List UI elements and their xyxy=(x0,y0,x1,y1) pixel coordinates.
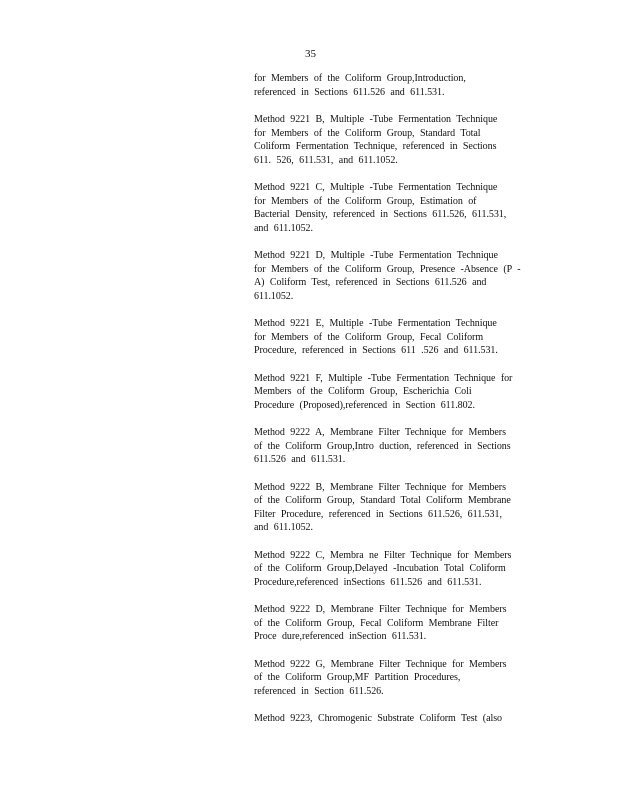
entry-line: of the Coliform Group, Standard Total Coliform Membrane xyxy=(254,495,511,506)
entry-line: A) Coliform Test, referenced in Sections 611.526 and xyxy=(254,277,487,288)
entry-line: Method 9222 G, Membrane Filter Technique for Members xyxy=(254,658,507,670)
entry-line: referenced in Sections 611.526 and 611.531. xyxy=(254,86,445,98)
page-number: 35 xyxy=(305,48,316,60)
entry-line: for Members of the Coliform Group, Presence -Absence (P - xyxy=(254,263,521,275)
entry-line: Coliform Fermentation Technique, referenced in Sections xyxy=(254,141,497,152)
entry-line: Procedure, referenced in Sections 611 .526 and 611.531. xyxy=(254,345,498,356)
reference-entry xyxy=(254,113,544,167)
entry-line: Method 9222 A, Membrane Filter Technique for Members xyxy=(254,427,506,438)
reference-entry xyxy=(254,658,544,699)
reference-entry xyxy=(254,249,544,303)
entry-line: Procedure,referenced inSections 611.526 and 611.531. xyxy=(254,576,482,588)
entry-line: for Members of the Coliform Group,Introduction, xyxy=(254,73,466,84)
entry-line: Method 9222 C, Membra ne Filter Technique for Members xyxy=(254,549,512,561)
entry-line: Method 9221 D, Multiple -Tube Fermentation Technique xyxy=(254,250,498,261)
entry-line: of the Coliform Group,Intro duction, referenced in Sections xyxy=(254,440,511,452)
reference-entry xyxy=(254,317,544,358)
reference-entry xyxy=(254,372,544,413)
reference-entry xyxy=(254,549,544,590)
reference-list xyxy=(254,72,544,740)
entry-line: of the Coliform Group,Delayed -Incubation Total Coliform xyxy=(254,563,506,574)
entry-line: for Members of the Coliform Group, Standard Total xyxy=(254,127,481,139)
entry-line: for Members of the Coliform Group, Estimation of xyxy=(254,195,477,207)
entry-line: referenced in Section 611.526. xyxy=(254,685,384,697)
entry-line: and 611.1052. xyxy=(254,522,313,533)
entry-line: Method 9222 D, Membrane Filter Technique for Members xyxy=(254,604,507,615)
reference-entry xyxy=(254,426,544,467)
entry-line: Method 9221 B, Multiple -Tube Fermentation Technique xyxy=(254,114,498,125)
entry-line: Bacterial Density, referenced in Sections 611.526, 611.531, xyxy=(254,209,507,220)
entry-line: 611.1052. xyxy=(254,290,294,302)
entry-line: of the Coliform Group,MF Partition Procedures, xyxy=(254,672,461,683)
entry-line: 611. 526, 611.531, and 611.1052. xyxy=(254,154,398,166)
reference-entry xyxy=(254,181,544,235)
entry-line: Filter Procedure, referenced in Sections 611.526, 611.531, xyxy=(254,508,502,520)
entry-line: Method 9222 B, Membrane Filter Technique for Members xyxy=(254,481,506,493)
entry-line: Method 9221 F, Multiple -Tube Fermentation Technique for xyxy=(254,372,513,384)
entry-line: Members of the Coliform Group, Escherichia Coli xyxy=(254,386,472,397)
entry-line: Method 9221 C, Multiple -Tube Fermentation Technique xyxy=(254,182,498,193)
reference-entry xyxy=(254,481,544,535)
reference-entry xyxy=(254,712,544,726)
entry-line: Procedure (Proposed),referenced in Section 611.802. xyxy=(254,399,475,411)
entry-line: Proce dure,referenced inSection 611.531. xyxy=(254,631,427,642)
entry-line: for Members of the Coliform Group, Fecal Coliform xyxy=(254,331,484,343)
entry-line: Method 9223, Chromogenic Substrate Coliform Test (also xyxy=(254,713,503,724)
entry-line: and 611.1052. xyxy=(254,222,313,234)
entry-line: of the Coliform Group, Fecal Coliform Membrane Filter xyxy=(254,617,499,629)
reference-entry xyxy=(254,603,544,644)
reference-entry xyxy=(254,72,544,99)
entry-line: 611.526 and 611.531. xyxy=(254,454,346,465)
entry-line: Method 9221 E, Multiple -Tube Fermentation Technique xyxy=(254,318,497,329)
